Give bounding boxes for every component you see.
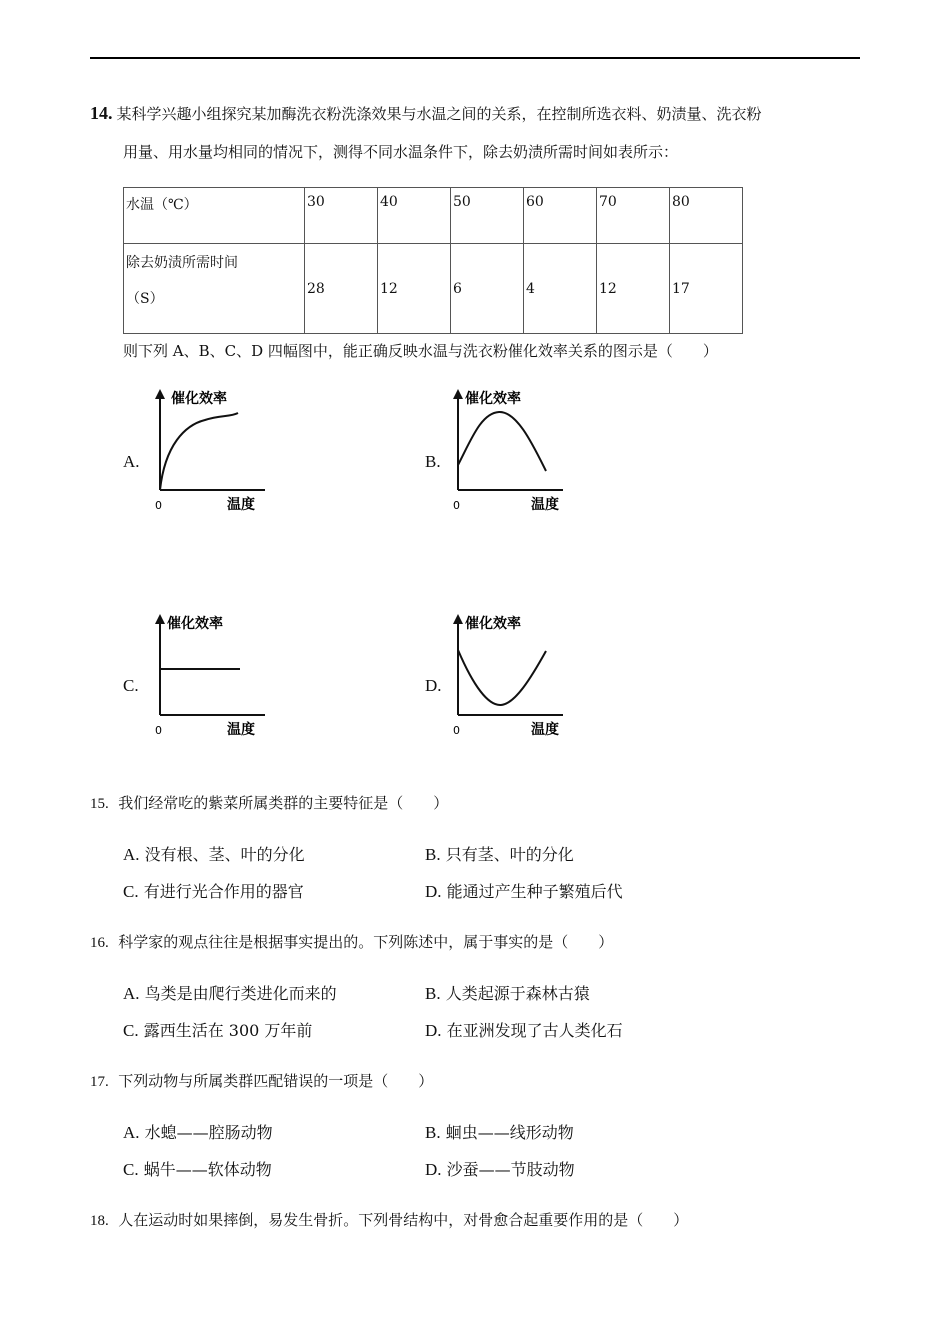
- graph-b-origin: 0: [453, 499, 460, 512]
- option-letter: C.: [123, 882, 139, 901]
- option-letter: A.: [123, 984, 140, 1003]
- question-16-text: 科学家的观点往往是根据事实提出的。下列陈述中，属于事实的是（ ）: [118, 933, 614, 951]
- option-text: 露西生活在 300 万年前: [143, 1021, 313, 1040]
- option-letter: C.: [123, 1160, 139, 1179]
- question-17-number: 17.: [90, 1074, 109, 1090]
- table-row-time: [124, 244, 743, 334]
- table-cell: 6: [451, 244, 524, 334]
- graph-a-xlabel: 温度: [227, 497, 255, 513]
- q16-option-d[interactable]: [425, 1018, 623, 1041]
- table-cell: 17: [670, 244, 743, 334]
- graph-a: [145, 385, 275, 524]
- q17-option-b[interactable]: [425, 1120, 574, 1143]
- q15-option-b[interactable]: [425, 842, 574, 865]
- graph-c-origin: 0: [155, 724, 162, 737]
- graph-a-ylabel: 催化效率: [171, 391, 227, 407]
- question-14-line2: 用量、用水量均相同的情况下，测得不同水温条件下，除去奶渍所需时间如表所示：: [123, 143, 679, 161]
- q16-option-c[interactable]: [123, 1018, 312, 1041]
- question-14-prompt: 则下列 A、B、C、D 四幅图中，能正确反映水温与洗衣粉催化效率关系的图示是（ ）: [123, 342, 718, 360]
- graph-b-xlabel: 温度: [531, 497, 559, 513]
- question-16-number: 16.: [90, 935, 109, 951]
- table-cell: 80: [670, 188, 743, 244]
- table-cell: 60: [524, 188, 597, 244]
- question-15-number: 15.: [90, 796, 109, 812]
- graph-d-letter: D.: [425, 676, 442, 695]
- option-letter: D.: [425, 1021, 442, 1040]
- table-label-line1: 除去奶渍所需时间: [126, 255, 238, 271]
- option-text: 只有茎、叶的分化: [445, 845, 574, 864]
- table-cell: 40: [378, 188, 451, 244]
- question-16: [90, 931, 613, 952]
- table-cell: 4: [524, 244, 597, 334]
- graph-d-xlabel: 温度: [531, 722, 559, 738]
- option-text: 没有根、茎、叶的分化: [144, 845, 305, 864]
- option-letter: D.: [425, 882, 442, 901]
- graph-c-letter: C.: [123, 676, 139, 695]
- graph-c: [145, 610, 275, 749]
- curve-a: [160, 413, 238, 490]
- graph-b: [443, 385, 573, 524]
- option-letter: B.: [425, 984, 441, 1003]
- option-text: 人类起源于森林古猿: [445, 984, 590, 1003]
- table-cell: 70: [597, 188, 670, 244]
- question-14-text-1: 某科学兴趣小组探究某加酶洗衣粉洗涤效果与水温之间的关系，在控制所选衣料、奶渍量、洗衣粉: [116, 105, 762, 123]
- table-cell-label: [124, 244, 305, 334]
- table-cell: 12: [597, 244, 670, 334]
- option-text: 鸟类是由爬行类进化而来的: [144, 984, 337, 1003]
- table-cell: 12: [378, 244, 451, 334]
- question-18: [90, 1209, 688, 1230]
- q16-option-a[interactable]: [123, 981, 337, 1004]
- q17-option-a[interactable]: [123, 1120, 273, 1143]
- q15-option-a[interactable]: [123, 842, 305, 865]
- table-label-line2: （S）: [126, 291, 164, 307]
- option-text: 沙蚕——节肢动物: [446, 1160, 575, 1179]
- q17-option-d[interactable]: [425, 1157, 575, 1180]
- q15-option-d[interactable]: [425, 879, 623, 902]
- option-text: 在亚洲发现了古人类化石: [446, 1021, 623, 1040]
- question-15: [90, 792, 448, 813]
- option-letter: D.: [425, 1160, 442, 1179]
- graph-a-origin: 0: [155, 499, 162, 512]
- q15-option-c[interactable]: [123, 879, 304, 902]
- option-letter: B.: [425, 1123, 441, 1142]
- option-text: 蜗牛——软体动物: [143, 1160, 272, 1179]
- question-17: [90, 1070, 433, 1091]
- table-row-temperature: [124, 188, 743, 244]
- graph-b-ylabel: 催化效率: [465, 391, 521, 407]
- data-table: [123, 187, 743, 334]
- option-text: 蛔虫——线形动物: [445, 1123, 574, 1142]
- option-text: 能通过产生种子繁殖后代: [446, 882, 623, 901]
- table-cell: 28: [305, 244, 378, 334]
- option-text: 有进行光合作用的器官: [143, 882, 304, 901]
- q17-option-c[interactable]: [123, 1157, 272, 1180]
- graph-d: [443, 610, 573, 749]
- graph-a-letter: A.: [123, 452, 140, 471]
- question-17-text: 下列动物与所属类群匹配错误的一项是（ ）: [118, 1072, 434, 1090]
- option-text: 水螅——腔肠动物: [144, 1123, 273, 1142]
- table-cell-label: 水温（℃）: [124, 188, 305, 244]
- curve-b: [458, 412, 546, 471]
- graph-d-ylabel: 催化效率: [465, 616, 521, 632]
- option-letter: A.: [123, 845, 140, 864]
- option-letter: C.: [123, 1021, 139, 1040]
- graph-b-letter: B.: [425, 452, 441, 471]
- question-18-text: 人在运动时如果摔倒，易发生骨折。下列骨结构中，对骨愈合起重要作用的是（ ）: [118, 1211, 689, 1229]
- graph-c-ylabel: 催化效率: [167, 616, 223, 632]
- question-18-number: 18.: [90, 1213, 109, 1229]
- table-cell: 50: [451, 188, 524, 244]
- option-letter: A.: [123, 1123, 140, 1142]
- curve-d: [458, 650, 546, 705]
- graph-c-xlabel: 温度: [227, 722, 255, 738]
- question-14-number: 14.: [90, 103, 113, 123]
- table-cell: 30: [305, 188, 378, 244]
- header-rule: [90, 57, 860, 59]
- question-14-line1: [90, 103, 762, 124]
- question-15-text: 我们经常吃的紫菜所属类群的主要特征是（ ）: [118, 794, 449, 812]
- graph-d-origin: 0: [453, 724, 460, 737]
- option-letter: B.: [425, 845, 441, 864]
- q16-option-b[interactable]: [425, 981, 590, 1004]
